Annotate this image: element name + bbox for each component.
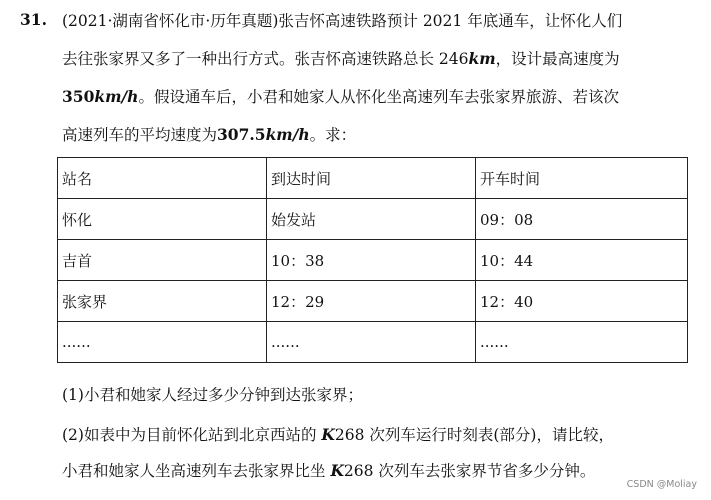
header-departure: 开车时间 <box>476 158 688 199</box>
question-number: 31. <box>20 10 47 29</box>
cell-station: 吉首 <box>58 240 267 281</box>
watermark: CSDN @Moliay <box>626 479 697 490</box>
cell-station: 怀化 <box>58 199 267 240</box>
table-row <box>58 240 688 281</box>
question-line-1: (2021·湖南省怀化市·历年真题)张吉怀高速铁路预计 2021 年底通车，让怀化人们 <box>62 12 623 30</box>
question-line-4: 高速列车的平均速度为307.5km/h。求： <box>62 125 357 144</box>
train-schedule-table <box>57 157 688 363</box>
cell-arrival: ...... <box>267 322 476 363</box>
max-speed-value: 350 <box>62 87 95 106</box>
cell-station: 张家界 <box>58 281 267 322</box>
table-header-row <box>58 158 688 199</box>
sub-question-2-cont: 小君和她家人坐高速列车去张家界比坐 K268 次列车去张家界节省多少分钟。 <box>62 461 596 480</box>
unit-kmh-2: km/h <box>265 125 310 144</box>
sub-question-2: (2)如表中为目前怀化站到北京西站的 K268 次列车运行时刻表(部分)，请比较， <box>62 425 614 444</box>
cell-arrival: 12：29 <box>267 281 476 322</box>
cell-departure: 12：40 <box>476 281 688 322</box>
table-row <box>58 322 688 363</box>
avg-speed-value: 307.5 <box>217 125 266 144</box>
question-line-3: 350km/h。假设通车后，小君和她家人从怀化坐高速列车去张家界旅游、若该次 <box>62 87 619 106</box>
table-row <box>58 281 688 322</box>
cell-departure: 09：08 <box>476 199 688 240</box>
cell-station: ...... <box>58 322 267 363</box>
cell-departure: ...... <box>476 322 688 363</box>
cell-arrival: 10：38 <box>267 240 476 281</box>
header-arrival: 到达时间 <box>267 158 476 199</box>
unit-kmh: km/h <box>94 87 139 106</box>
unit-km: km <box>468 49 496 68</box>
table-row <box>58 199 688 240</box>
question-line-2: 去往张家界又多了一种出行方式。张吉怀高速铁路总长 246km，设计最高速度为 <box>62 49 620 68</box>
sub-question-1: (1)小君和她家人经过多少分钟到达张家界； <box>62 386 363 404</box>
header-station: 站名 <box>58 158 267 199</box>
cell-departure: 10：44 <box>476 240 688 281</box>
cell-arrival: 始发站 <box>267 199 476 240</box>
